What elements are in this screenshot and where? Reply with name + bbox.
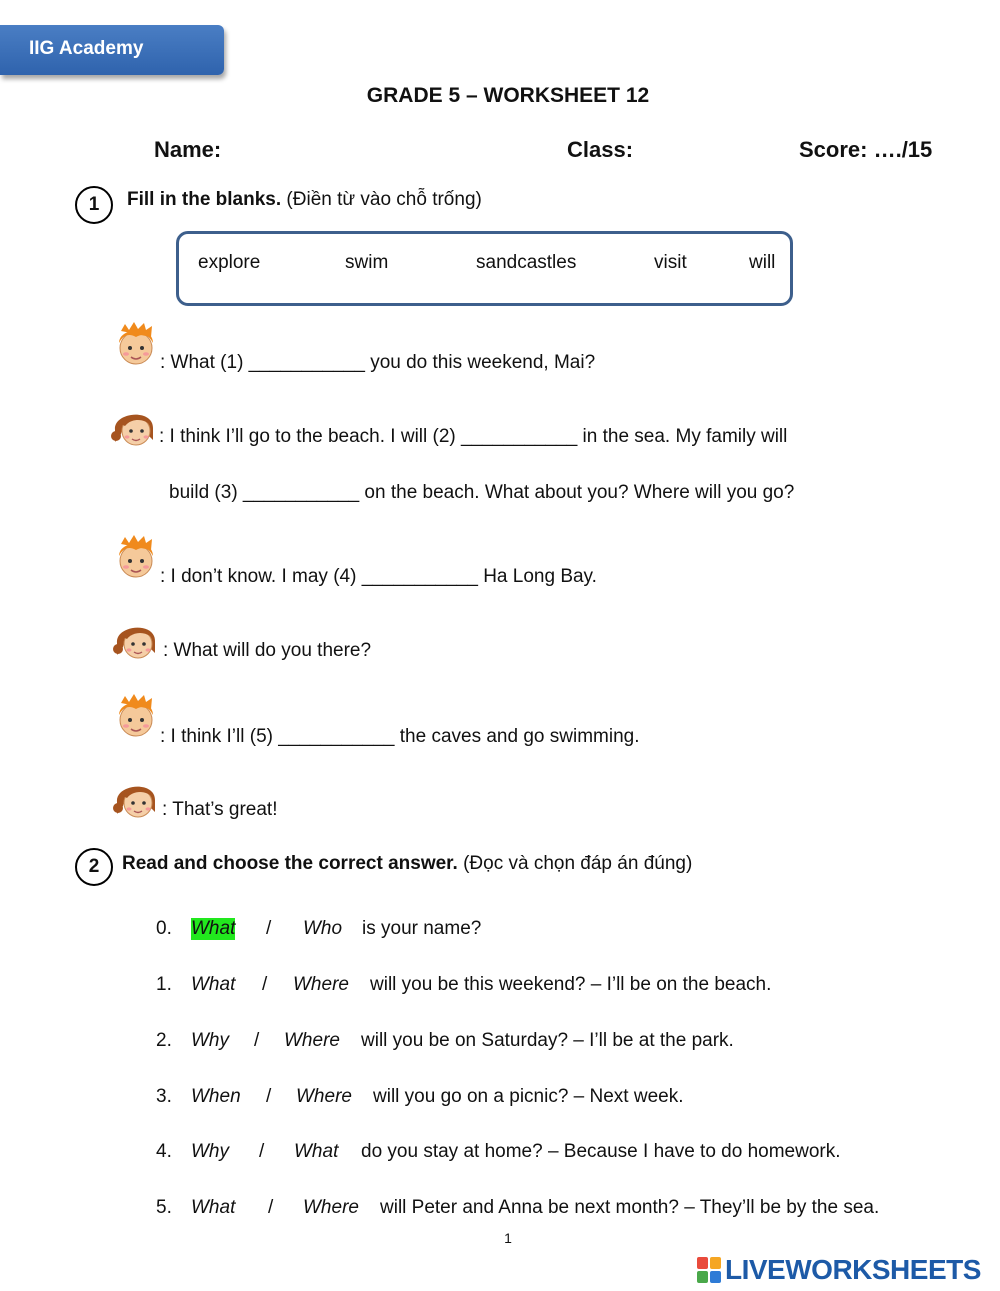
section2-number: 2 [75, 848, 113, 886]
logo-text: LIVEWORKSHEETS [725, 1254, 981, 1285]
question-number: 3. [156, 1086, 172, 1107]
boy-avatar-icon [113, 693, 159, 741]
dialogue-line-3: : I don’t know. I may (4) ___________ Ha Long Bay. [160, 566, 597, 587]
answer-option[interactable]: What [191, 974, 236, 995]
section2-title [122, 853, 692, 875]
answer-option[interactable]: Where [284, 1030, 340, 1051]
answer-option[interactable]: When [191, 1086, 241, 1107]
dialogue-line-2-cont: build (3) ___________ on the beach. What about you? Where will you go? [169, 482, 795, 503]
girl-avatar-icon [113, 776, 159, 824]
option-separator: / [268, 1197, 274, 1218]
word-bank-item: sandcastles [476, 252, 577, 273]
page-number: 1 [504, 1230, 512, 1246]
question-text: will you be this weekend? – I’ll be on the beach. [370, 974, 772, 995]
answer-option[interactable]: Why [191, 1030, 229, 1051]
word-bank-item: visit [654, 252, 687, 273]
section2-title-bold: Read and choose the correct answer. [122, 853, 458, 874]
word-bank-item: will [749, 252, 776, 273]
boy-avatar-icon [113, 534, 159, 582]
answer-option[interactable]: Where [293, 974, 349, 995]
girl-avatar-icon [111, 404, 157, 452]
dialogue-line-1: : What (1) ___________ you do this weekend, Mai? [160, 352, 596, 373]
word-bank-item: swim [345, 252, 389, 273]
dialogue-line-4: : What will do you there? [163, 640, 372, 661]
answer-option[interactable]: Where [296, 1086, 352, 1107]
option-separator: / [254, 1030, 260, 1051]
question-number: 1. [156, 974, 172, 995]
answer-option[interactable]: Who [303, 918, 343, 939]
girl-avatar-icon [113, 617, 159, 665]
dialogue-line-5: : I think I’ll (5) ___________ the caves and go swimming. [160, 726, 640, 747]
question-number: 0. [156, 918, 172, 939]
option-separator: / [266, 1086, 272, 1107]
name-label: Name: [154, 137, 222, 162]
dialogue-line-6: : That’s great! [162, 799, 278, 820]
question-text: is your name? [362, 918, 482, 939]
section1-title [127, 189, 482, 211]
word-bank-item: explore [198, 252, 261, 273]
question-number: 2. [156, 1030, 172, 1051]
question-number: 4. [156, 1141, 172, 1162]
section1-number: 1 [75, 186, 113, 224]
dialogue-line-2: : I think I’ll go to the beach. I will (2) ___________ in the sea. My family will [159, 426, 788, 447]
boy-avatar-icon [113, 321, 159, 369]
class-label: Class: [567, 137, 634, 162]
section2-title-note: (Đọc và chọn đáp án đúng) [463, 853, 693, 874]
liveworksheets-logo [697, 1254, 981, 1286]
brand-tab: IIG Academy [0, 25, 224, 75]
worksheet-title: GRADE 5 – WORKSHEET 12 [366, 84, 650, 107]
answer-option[interactable]: What [294, 1141, 339, 1162]
option-separator: / [262, 974, 268, 995]
question-text: do you stay at home? – Because I have to do homework. [361, 1141, 841, 1162]
answer-option[interactable]: Why [191, 1141, 229, 1162]
score-label: Score: …./15 [799, 137, 933, 162]
question-text: will Peter and Anna be next month? – They’ll be by the sea. [380, 1197, 880, 1218]
question-text: will you go on a picnic? – Next week. [373, 1086, 684, 1107]
question-number: 5. [156, 1197, 172, 1218]
question-text: will you be on Saturday? – I’ll be at the park. [361, 1030, 734, 1051]
logo-blocks-icon [697, 1257, 721, 1283]
section1-title-note: (Điền từ vào chỗ trống) [286, 189, 482, 210]
answer-option[interactable]: What [191, 1197, 236, 1218]
section1-title-bold: Fill in the blanks. [127, 189, 282, 210]
option-separator: / [266, 918, 272, 939]
answer-option-selected[interactable]: What [191, 918, 236, 939]
option-separator: / [259, 1141, 265, 1162]
answer-option[interactable]: Where [303, 1197, 359, 1218]
